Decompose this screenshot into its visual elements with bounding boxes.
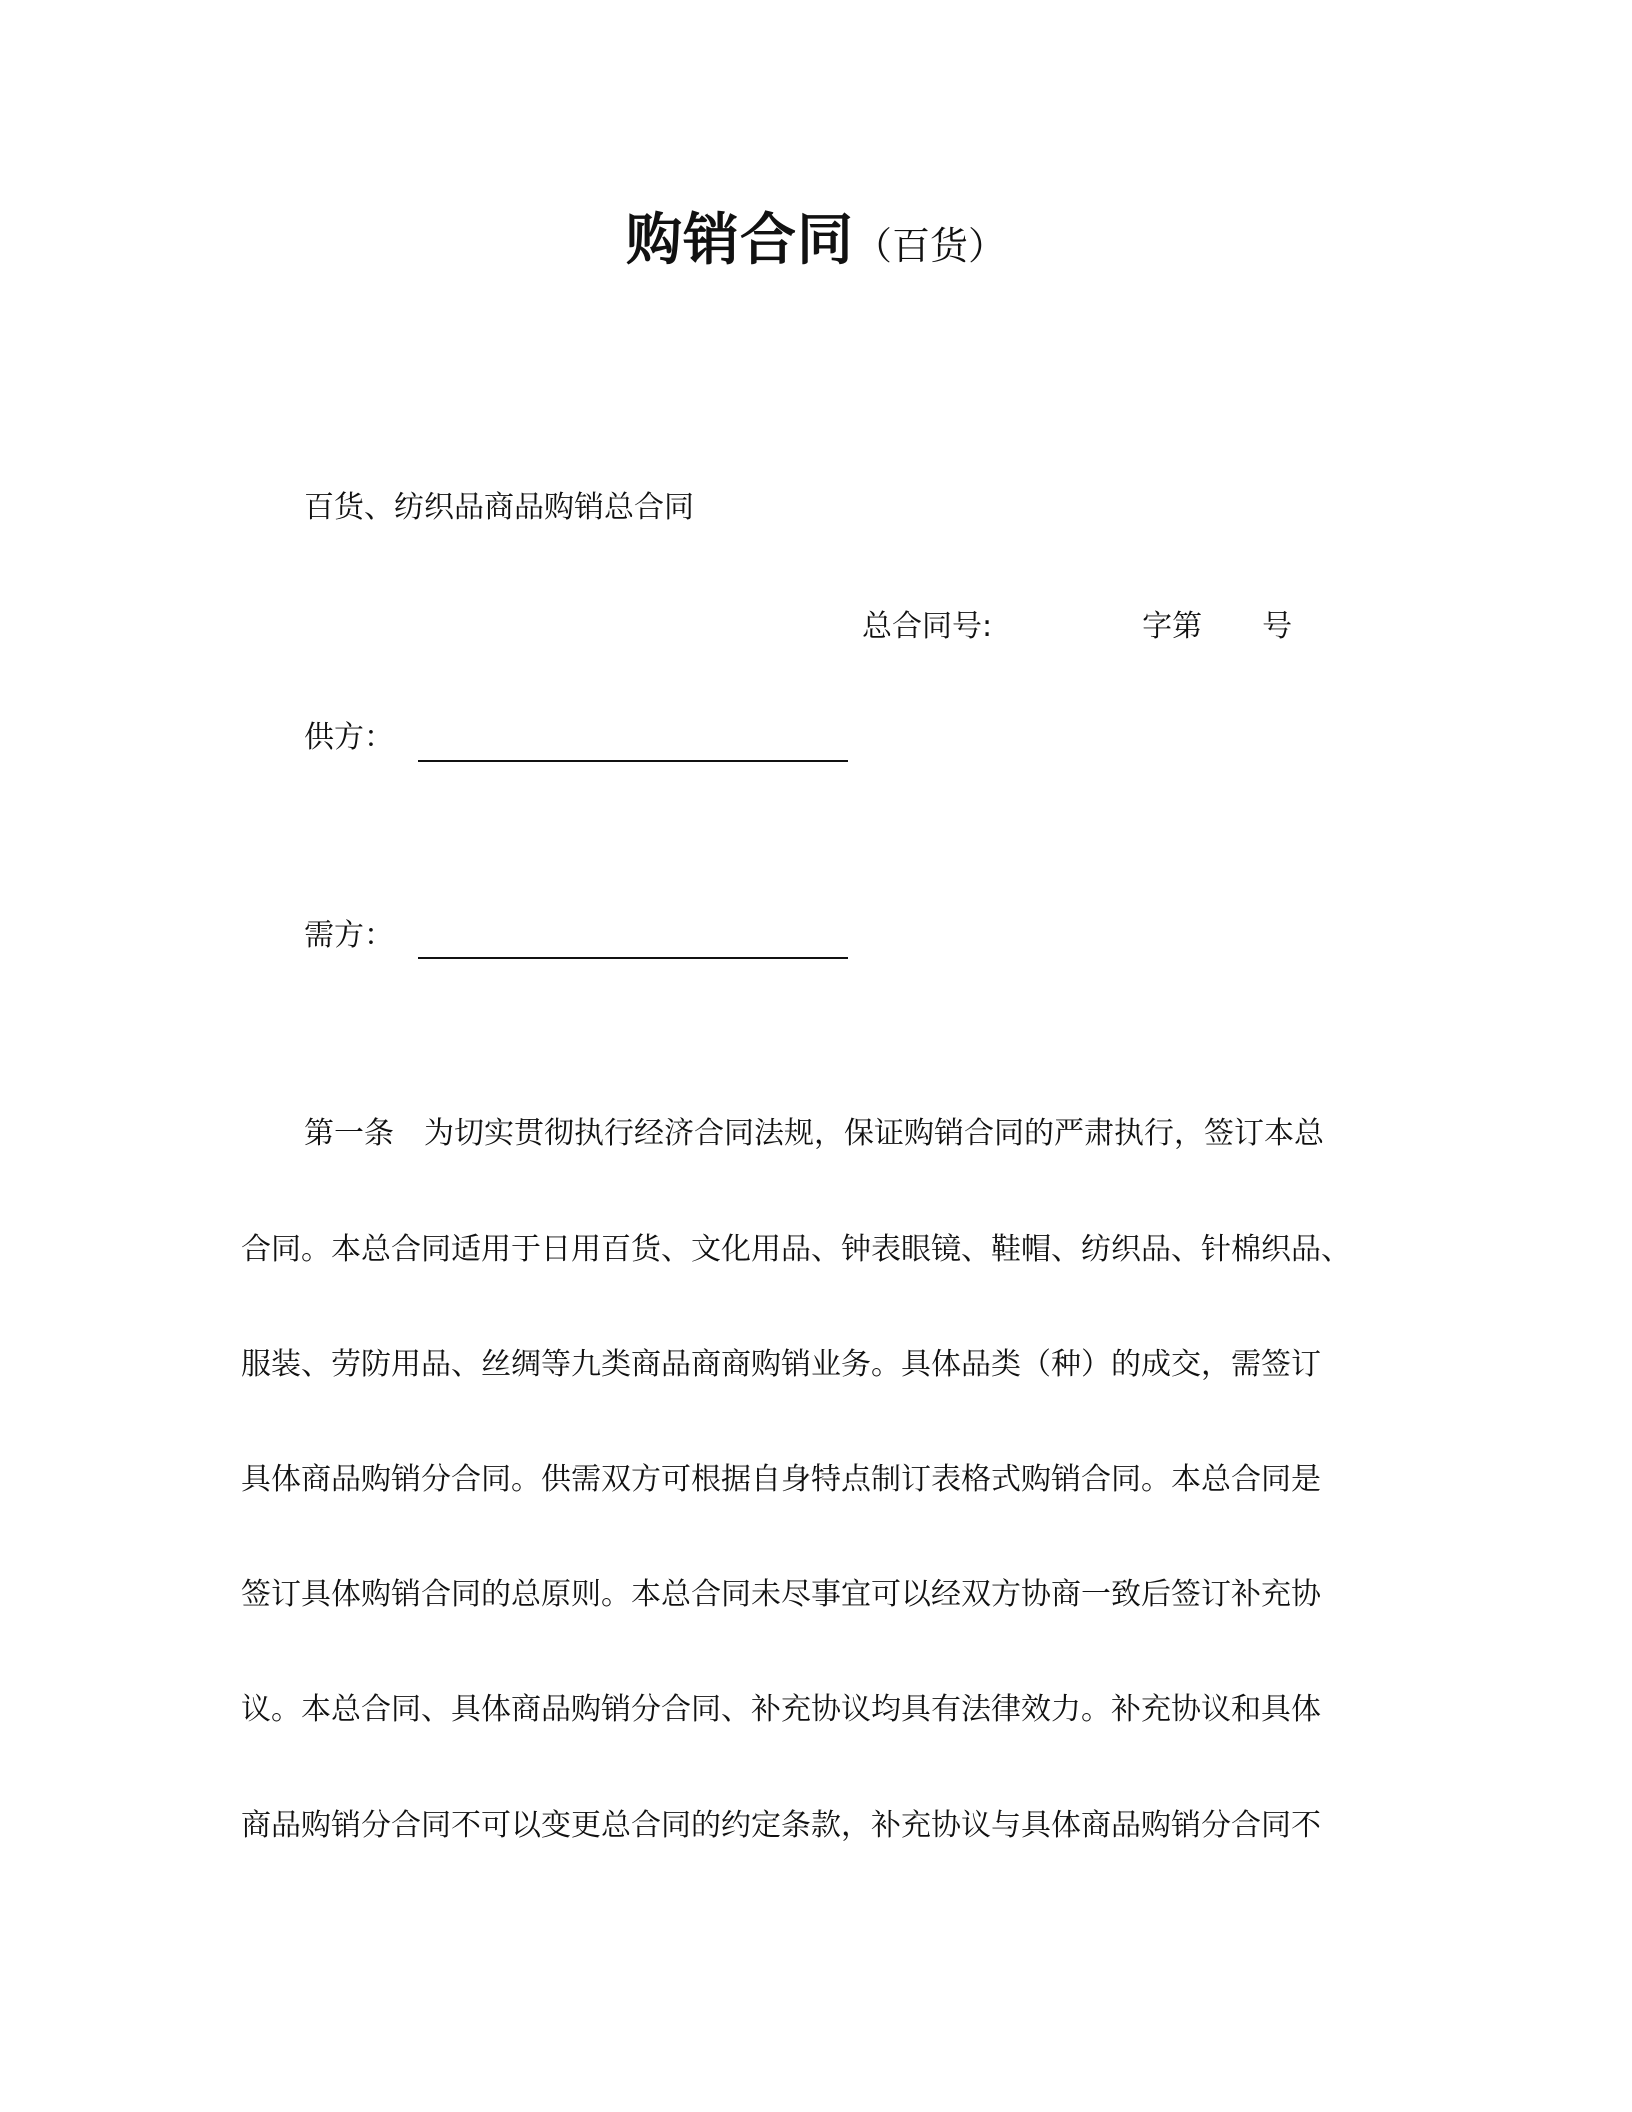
article-1-line-7: 商品购销分合同不可以变更总合同的约定条款，补充协议与具体商品购销分合同不 (241, 1808, 1321, 1843)
article-1-line-6: 议。本总合同、具体商品购销分合同、补充协议均具有法律效力。补充协议和具体 (241, 1692, 1321, 1727)
article-1-line-2: 合同。本总合同适用于日用百货、文化用品、钟表眼镜、鞋帽、纺织品、针棉织品、 (241, 1232, 1351, 1267)
article-1-line-5: 签订具体购销合同的总原则。本总合同未尽事宜可以经双方协商一致后签订补充协 (241, 1577, 1321, 1612)
supplier-blank-line (418, 760, 848, 762)
contract-number-label: 总合同号: (862, 609, 993, 644)
article-1-heading: 第一条 (304, 1116, 394, 1151)
document-title (0, 196, 1632, 276)
contract-subtitle: 百货、纺织品商品购销总合同 (304, 490, 694, 525)
contract-number-hao: 号 (1262, 609, 1293, 644)
supplier-label: 供方： (304, 720, 394, 755)
buyer-label: 需方： (304, 918, 394, 953)
title-main: 购销合同 (625, 208, 854, 273)
contract-number-line (862, 607, 1292, 647)
article-1-line-3: 服装、劳防用品、丝绸等九类商品商商购销业务。具体品类（种）的成交，需签订 (241, 1347, 1321, 1382)
buyer-blank-line (418, 957, 848, 959)
article-1-line-1 (304, 1114, 1324, 1154)
title-sub: （百货） (853, 224, 1006, 268)
contract-number-zi-di: 字第 (1142, 609, 1203, 644)
article-1-text-1: 为切实贯彻执行经济合同法规，保证购销合同的严肃执行，签订本总 (424, 1116, 1324, 1151)
article-1-line-4: 具体商品购销分合同。供需双方可根据自身特点制订表格式购销合同。本总合同是 (241, 1462, 1321, 1497)
